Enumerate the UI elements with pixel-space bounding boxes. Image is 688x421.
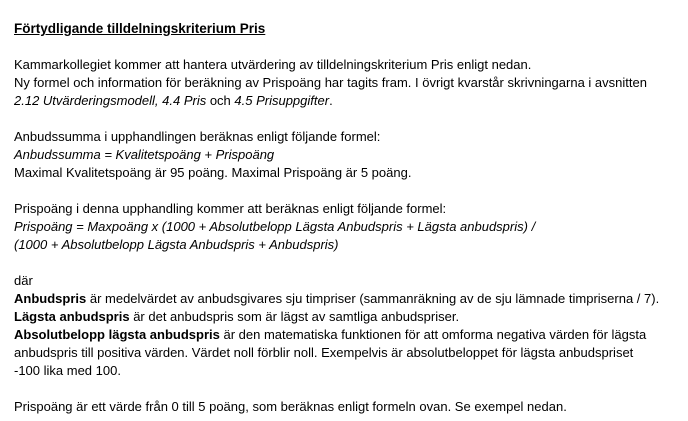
period: . (329, 93, 333, 108)
definition-text-2: är det anbudspris som är lägst av samtliga anbudspriser. (129, 309, 460, 324)
prispoang-paragraph (14, 200, 674, 254)
prispoang-intro: Prispoäng i denna upphandling kommer att beräknas enligt följande formel: (14, 201, 447, 216)
definition-text-3-line-2: anbudspris till positiva värden. Värdet noll förblir noll. Exempelvis är absolutbeloppet för lägsta anbudspriset (14, 345, 634, 360)
definitions-paragraph (14, 272, 674, 380)
definition-anbudspris (14, 290, 674, 308)
term-absolutbelopp: Absolutbelopp lägsta anbudspris (14, 327, 220, 342)
anbudssumma-formula: Anbudssumma = Kvalitetspoäng + Prispoäng (14, 147, 275, 162)
term-lagsta-anbudspris: Lägsta anbudspris (14, 309, 130, 324)
intro-line-1: Kammarkollegiet kommer att hantera utvärdering av tilldelningskriterium Pris enligt nedan. (14, 57, 532, 72)
anbudssumma-intro: Anbudssumma i upphandlingen beräknas enligt följande formel: (14, 129, 381, 144)
prispoang-formula-line-1: Prispoäng = Maxpoäng x (1000 + Absolutbelopp Lägsta Anbudspris + Lägsta anbudspris) / (14, 219, 536, 234)
definitions-lead: där (14, 273, 33, 288)
definition-text-3-line-3: -100 lika med 100. (14, 363, 121, 378)
definition-text-1: är medelvärdet av anbudsgivares sju timpriser (sammanräkning av de sju lämnade timpriserna / 7). (86, 291, 660, 306)
intro-paragraph (14, 56, 674, 110)
closing-text: Prispoäng är ett värde från 0 till 5 poäng, som beräknas enligt formeln ovan. Se exempel nedan. (14, 399, 567, 414)
term-anbudspris: Anbudspris (14, 291, 87, 306)
definition-absolutbelopp (14, 326, 674, 344)
conjunction: och (206, 93, 235, 108)
prispoang-formula-line-2: (1000 + Absolutbelopp Lägsta Anbudspris + Anbudspris) (14, 237, 339, 252)
anbudssumma-paragraph (14, 128, 674, 182)
section-ref-1: 2.12 Utvärderingsmodell, 4.4 Pris (14, 93, 207, 108)
definition-text-3: är den matematiska funktionen för att omforma negativa värden för lägsta (219, 327, 647, 342)
definition-lagsta-anbudspris (14, 308, 674, 326)
section-ref-2: 4.5 Prisuppgifter (234, 93, 330, 108)
intro-line-2: Ny formel och information för beräkning av Prispoäng har tagits fram. I övrigt kvarstår skrivningarna i avsnitten (14, 75, 647, 90)
intro-line-3 (14, 92, 674, 110)
max-points-text: Maximal Kvalitetspoäng är 95 poäng. Maximal Prispoäng är 5 poäng. (14, 165, 412, 180)
document-title: Förtydligande tilldelningskriterium Pris (14, 21, 266, 36)
